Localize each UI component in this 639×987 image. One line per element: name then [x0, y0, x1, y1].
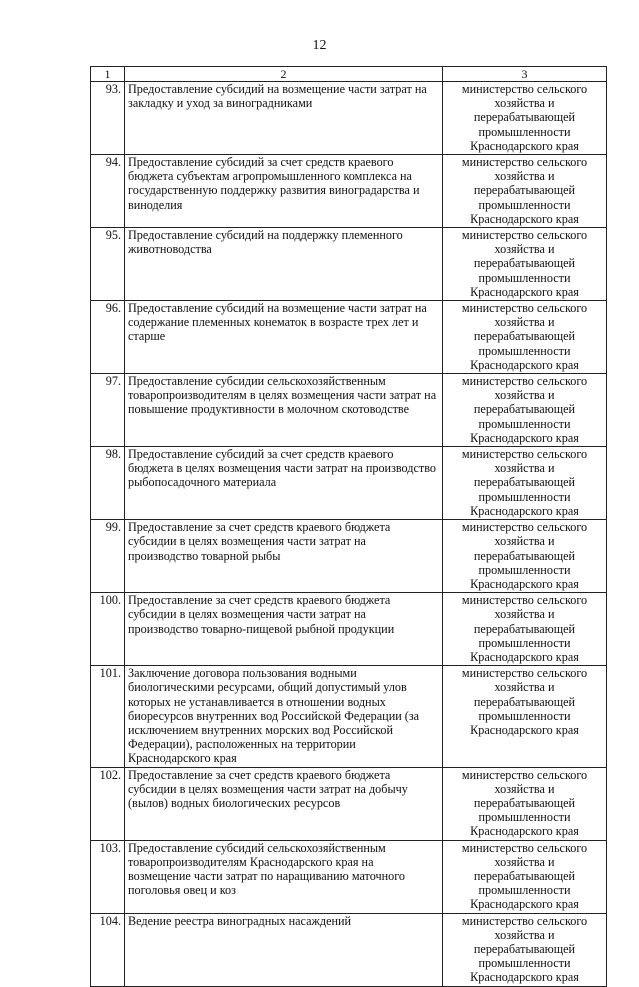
service-name: Предоставление субсидий за счет средств краевого бюджета субъектам агропромышленного комплекса на государственную поддержку развития виноградарства и виноделия: [125, 155, 443, 228]
table-row: [91, 301, 607, 374]
row-number: 94.: [91, 155, 125, 228]
department-name: министерство сельского хозяйства и перерабатывающей промышленности Краснодарского края: [443, 82, 607, 155]
row-number: 99.: [91, 520, 125, 593]
row-number: 93.: [91, 82, 125, 155]
table-row: [91, 155, 607, 228]
row-number: 95.: [91, 228, 125, 301]
page-number: 12: [312, 38, 327, 53]
service-name: Предоставление субсидий на поддержку племенного животноводства: [125, 228, 443, 301]
department-name: министерство сельского хозяйства и перерабатывающей промышленности Краснодарского края: [443, 228, 607, 301]
table-header-row: [91, 67, 607, 82]
service-name: Ведение реестра виноградных насаждений: [125, 913, 443, 986]
row-number: 102.: [91, 767, 125, 840]
service-name: Заключение договора пользования водными биологическими ресурсами, общий допустимый улов которых не устанавливается в отношении водных биоресурсов внутренних вод Российской Федерации (за исключением внутренних морских вод Российской Федерации), расположенных на территории Краснодарского края: [125, 666, 443, 767]
table-row: [91, 447, 607, 520]
service-name: Предоставление субсидий на возмещение части затрат на содержание племенных конематок в возрасте трех лет и старше: [125, 301, 443, 374]
department-name: министерство сельского хозяйства и перерабатывающей промышленности Краснодарского края: [443, 593, 607, 666]
row-number: 100.: [91, 593, 125, 666]
department-name: министерство сельского хозяйства и перерабатывающей промышленности Краснодарского края: [443, 447, 607, 520]
service-name: Предоставление субсидий сельскохозяйственным товаропроизводителям Краснодарского края на возмещение части затрат по наращиванию маточного поголовья овец и коз: [125, 840, 443, 913]
table-row: [91, 767, 607, 840]
table-row: [91, 82, 607, 155]
service-name: Предоставление за счет средств краевого бюджета субсидии в целях возмещения части затрат на производство товарно-пищевой рыбной продукции: [125, 593, 443, 666]
department-name: министерство сельского хозяйства и перерабатывающей промышленности Краснодарского края: [443, 520, 607, 593]
row-number: 96.: [91, 301, 125, 374]
row-number: 97.: [91, 374, 125, 447]
row-number: 104.: [91, 913, 125, 986]
services-table: [90, 66, 607, 987]
department-name: министерство сельского хозяйства и перерабатывающей промышленности Краснодарского края: [443, 767, 607, 840]
service-name: Предоставление субсидий за счет средств краевого бюджета в целях возмещения части затрат на производство рыбопосадочного материала: [125, 447, 443, 520]
table-row: [91, 374, 607, 447]
table-row: [91, 520, 607, 593]
table-row: [91, 593, 607, 666]
department-name: министерство сельского хозяйства и перерабатывающей промышленности Краснодарского края: [443, 666, 607, 767]
table-row: [91, 840, 607, 913]
service-name: Предоставление за счет средств краевого бюджета субсидии в целях возмещения части затрат на производство товарной рыбы: [125, 520, 443, 593]
service-name: Предоставление субсидии сельскохозяйственным товаропроизводителям в целях возмещения части затрат на повышение продуктивности в молочном скотоводстве: [125, 374, 443, 447]
service-name: Предоставление за счет средств краевого бюджета субсидии в целях возмещения части затрат на добычу (вылов) водных биологических ресурсов: [125, 767, 443, 840]
column-header-1: 1: [91, 67, 125, 82]
department-name: министерство сельского хозяйства и перерабатывающей промышленности Краснодарского края: [443, 840, 607, 913]
column-header-2: 2: [125, 67, 443, 82]
department-name: министерство сельского хозяйства и перерабатывающей промышленности Краснодарского края: [443, 913, 607, 986]
row-number: 103.: [91, 840, 125, 913]
department-name: министерство сельского хозяйства и перерабатывающей промышленности Краснодарского края: [443, 301, 607, 374]
service-name: Предоставление субсидий на возмещение части затрат на закладку и уход за виноградниками: [125, 82, 443, 155]
department-name: министерство сельского хозяйства и перерабатывающей промышленности Краснодарского края: [443, 374, 607, 447]
row-number: 98.: [91, 447, 125, 520]
table-row: [91, 228, 607, 301]
table-row: [91, 666, 607, 767]
column-header-3: 3: [443, 67, 607, 82]
department-name: министерство сельского хозяйства и перерабатывающей промышленности Краснодарского края: [443, 155, 607, 228]
table-row: [91, 913, 607, 986]
row-number: 101.: [91, 666, 125, 767]
